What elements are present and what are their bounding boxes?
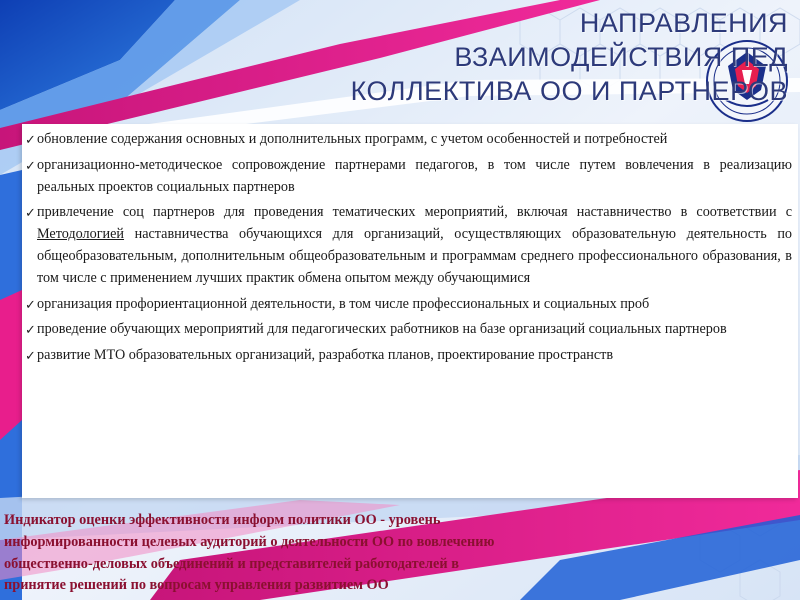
content-panel <box>22 124 798 498</box>
checkmark-icon: ✓ <box>25 348 36 364</box>
indicator-line-4: принятие решений по вопросам управления развитием ОО <box>4 577 389 594</box>
indicator-line-3: общественно-деловых объединений и представителей работодателей в <box>4 555 459 572</box>
indicator-text <box>4 510 624 597</box>
indicator-line-1: Индикатор оценки эффективности информ политики ОО - уровень <box>4 512 441 528</box>
slide-title <box>228 6 788 108</box>
bullet-item <box>26 155 792 199</box>
checkmark-icon: ✓ <box>25 205 36 221</box>
title-line-1: НАПРАВЛЕНИЯ <box>579 8 788 38</box>
checkmark-icon: ✓ <box>25 322 36 338</box>
bullet-text-before: привлечение соц партнеров для проведения тематических мероприятий, включая наставничество в соответствии с <box>37 204 792 221</box>
bullet-item <box>26 319 792 341</box>
bullet-item <box>26 345 792 367</box>
checkmark-icon: ✓ <box>25 157 36 173</box>
bullet-item <box>26 129 792 151</box>
bullet-text: проведение обучающих мероприятий для педагогических работников на базе организаций социальных партнеров <box>37 321 727 338</box>
checkmark-icon: ✓ <box>25 132 36 147</box>
bullet-text-after: наставничества обучающихся для организаций, осуществляющих образовательную деятельность по общеобразовательным, дополнительным общеобразовательным и программам среднего профессионального образования, в том числе с применением лучших практик обмена опытом между обучающимися <box>37 226 792 286</box>
checkmark-icon: ✓ <box>25 296 36 312</box>
bullet-text: развитие МТО образовательных организаций, разработка планов, проектирование пространств <box>37 347 614 364</box>
title-line-2: ВЗАИМОДЕЙСТВИЯ ПЕД <box>454 42 788 72</box>
bullet-item <box>26 294 792 316</box>
bullet-text: организационно-методическое сопровождение партнерами педагогов, в том числе путем вовлечения в реализацию реальных проектов социальных партнеров <box>37 156 792 195</box>
bullet-text: обновление содержания основных и дополнительных программ, с учетом особенностей и потребностей <box>37 131 668 147</box>
bullet-item <box>26 202 792 289</box>
bullet-text: организация профориентационной деятельности, в том числе профессиональных и социальных проб <box>37 295 650 312</box>
indicator-line-2: информированности целевых аудиторий о деятельности ОО по вовлечению <box>4 533 495 550</box>
bullet-list <box>22 124 798 367</box>
title-line-3: КОЛЛЕКТИВА ОО И ПАРТНЕРОВ <box>350 76 788 106</box>
methodology-link[interactable]: Методологией <box>37 226 125 243</box>
